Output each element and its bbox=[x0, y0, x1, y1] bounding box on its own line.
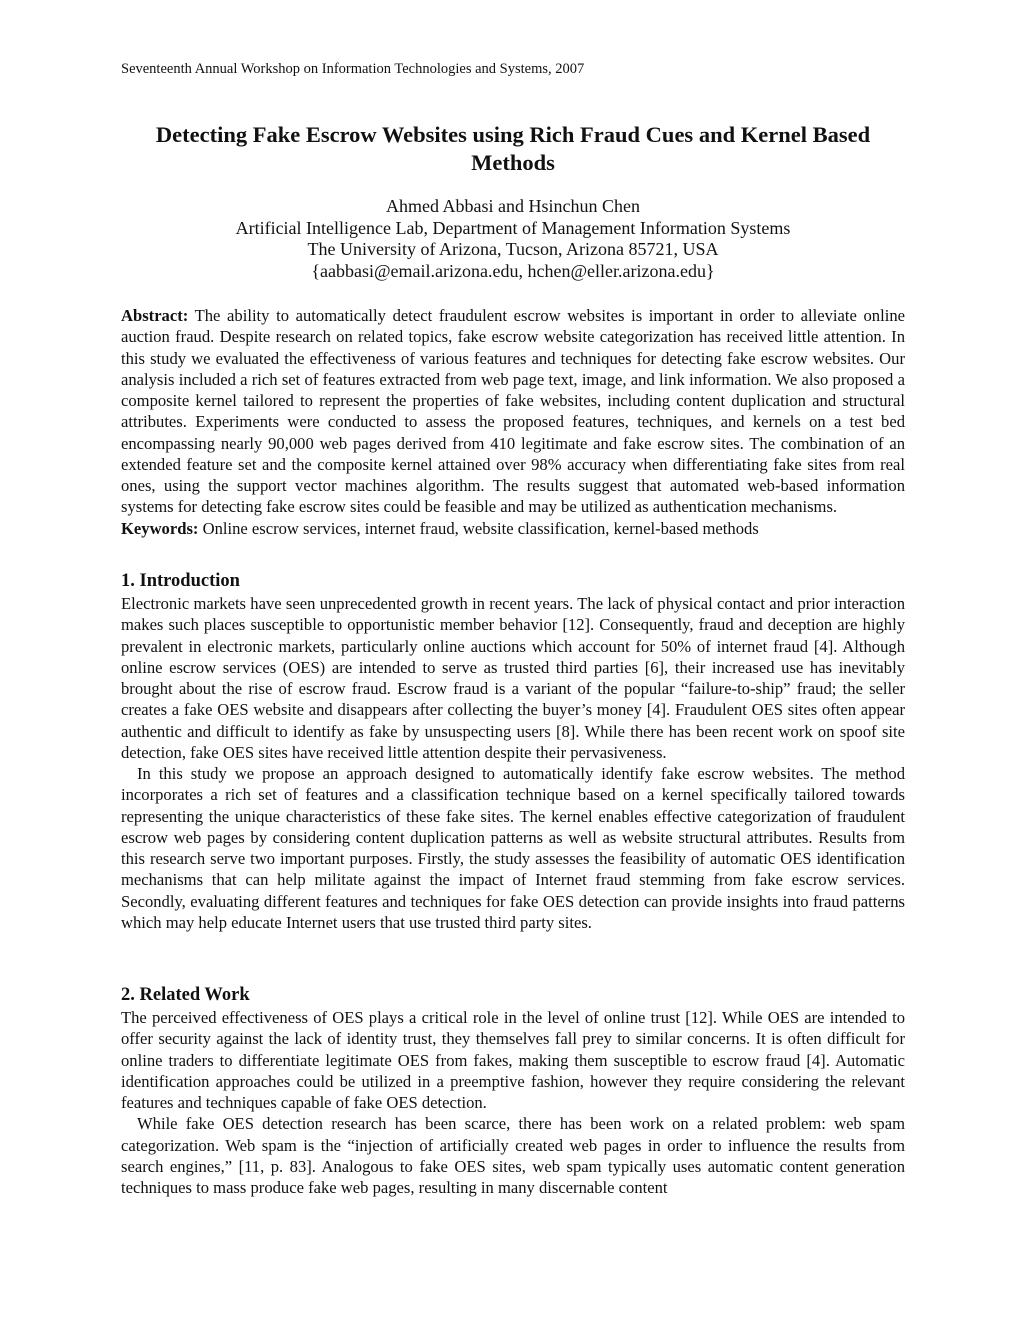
introduction-section bbox=[121, 593, 905, 933]
author-names: Ahmed Abbasi and Hsinchun Chen bbox=[386, 196, 640, 216]
related-paragraph-1: The perceived effectiveness of OES plays a critical role in the level of online trust [12]. While OES are intended to offer security against the lack of identity trust, they themselves fall prey to similar concerns. It is often difficult for online traders to differentiate legitimate OES from fakes, making them susceptible to escrow fraud [4]. Automatic identification approaches could be utilized in a preemptive fashion, however they require considering the relevant features and techniques capable of fake OES detection. bbox=[121, 1008, 905, 1112]
running-header: Seventeenth Annual Workshop on Information Technologies and Systems, 2007 bbox=[121, 61, 585, 77]
author-block bbox=[121, 196, 905, 282]
keywords-paragraph bbox=[121, 518, 905, 539]
abstract-text: The ability to automatically detect fraudulent escrow websites is important in order to alleviate online auction fraud. Despite research on related topics, fake escrow website categorization has received little attention. In this study we evaluated the effectiveness of various features and techniques for detecting fake escrow websites. Our analysis included a rich set of features extracted from web page text, image, and link information. We also proposed a composite kernel tailored to represent the properties of fake websites, including content duplication and structural attributes. Experiments were conducted to assess the proposed features, techniques, and kernels on a test bed encompassing nearly 90,000 web pages derived from 410 legitimate and fake escrow sites. The combination of an extended feature set and the composite kernel attained over 98% accuracy when differentiating fake sites from real ones, using the support vector machines algorithm. The results suggest that automated web-based information systems for detecting fake escrow sites could be feasible and may be utilized as authentication mechanisms. bbox=[121, 306, 905, 517]
section-heading-introduction: 1. Introduction bbox=[121, 571, 240, 591]
abstract-label: Abstract: bbox=[121, 306, 189, 325]
keywords-label: Keywords: bbox=[121, 518, 199, 538]
abstract-paragraph bbox=[121, 305, 905, 518]
section-heading-related-work: 2. Related Work bbox=[121, 985, 250, 1005]
abstract-section bbox=[121, 305, 905, 539]
author-institution: The University of Arizona, Tucson, Arizona 85721, USA bbox=[307, 239, 719, 259]
related-work-section bbox=[121, 1007, 905, 1198]
keywords-text: Online escrow services, internet fraud, website classification, kernel-based methods bbox=[202, 518, 759, 538]
intro-paragraph-2: In this study we propose an approach designed to automatically identify fake escrow websites. The method incorporates a rich set of features and a classification technique based on a kernel specifically tailored towards representing the unique characteristics of these fake sites. The kernel enables effective categorization of fraudulent escrow web pages by considering content duplication patterns as well as website structural attributes. Results from this research serve two important purposes. Firstly, the study assesses the feasibility of automatic OES identification mechanisms that can help militate against the impact of Internet fraud stemming from fake escrow services. Secondly, evaluating different features and techniques for fake OES detection can provide insights into fraud patterns which may help educate Internet users that use trusted third party sites. bbox=[121, 764, 905, 932]
intro-paragraph-1: Electronic markets have seen unprecedented growth in recent years. The lack of physical contact and prior interaction makes such places susceptible to opportunistic member behavior [12]. Consequently, fraud and deception are highly prevalent in electronic markets, particularly online auctions which account for 50% of internet fraud [4]. Although online escrow services (OES) are intended to serve as trusted third parties [6], their increased use has inevitably brought about the rise of escrow fraud. Escrow fraud is a variant of the popular “failure-to-ship” fraud; the seller creates a fake OES website and disappears after collecting the buyer’s money [4]. Fraudulent OES sites often appear authentic and difficult to identify as fake by unsuspecting users [8]. While there has been recent work on spoof site detection, fake OES sites have received little attention despite their pervasiveness. bbox=[121, 594, 905, 762]
author-emails: {aabbasi@email.arizona.edu, hchen@eller.arizona.edu} bbox=[311, 260, 715, 281]
related-paragraph-2: While fake OES detection research has been scarce, there has been work on a related problem: web spam categorization. Web spam is the “injection of artificially created web pages in order to influence the results from search engines,” [11, p. 83]. Analogous to fake OES sites, web spam typically uses automatic content generation techniques to mass produce fake web pages, resulting in many discernable content bbox=[121, 1114, 905, 1197]
paper-title: Detecting Fake Escrow Websites using Rich Fraud Cues and Kernel Based Methods bbox=[155, 122, 871, 175]
author-affiliation: Artificial Intelligence Lab, Department of Management Information Systems bbox=[235, 217, 791, 238]
